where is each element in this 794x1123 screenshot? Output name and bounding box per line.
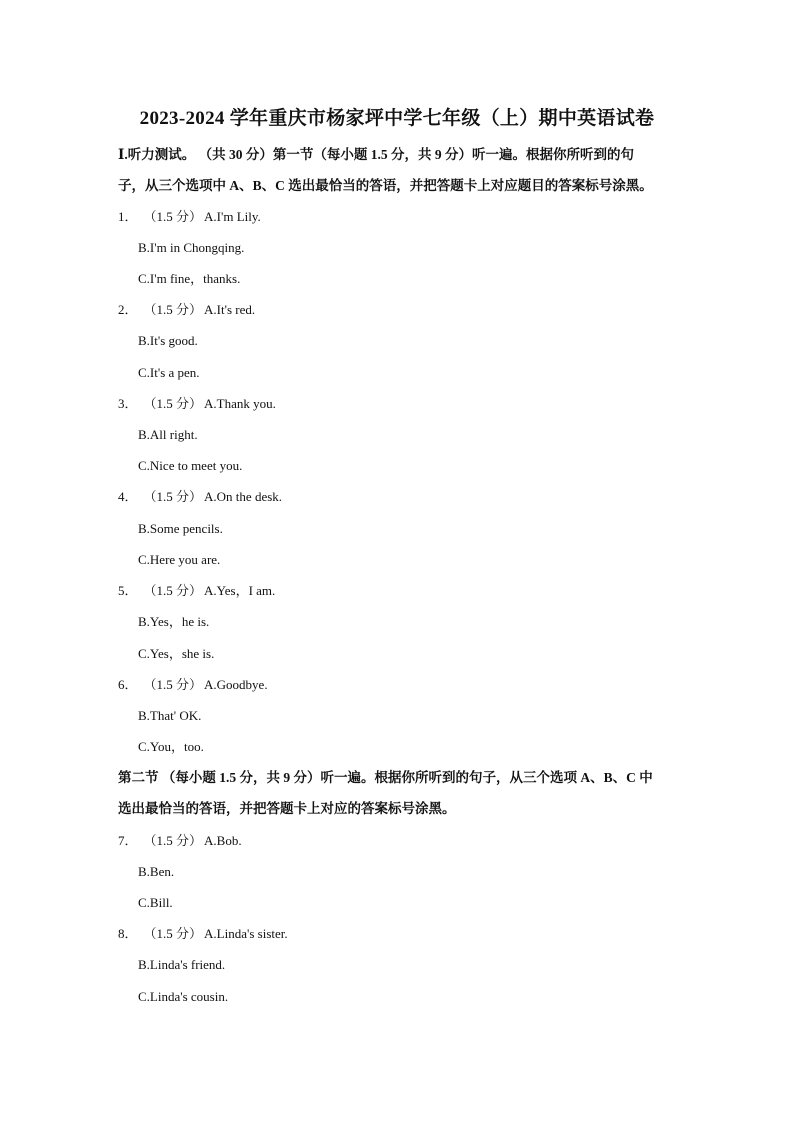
question-score: （1.5 分） [143, 833, 203, 848]
question-score: （1.5 分） [143, 209, 203, 224]
option-a: A.Linda's sister. [204, 926, 288, 941]
question-score: （1.5 分） [143, 583, 203, 598]
question-3-option-c: C.Nice to meet you. [138, 458, 243, 473]
section1-instruction-line1: Ⅰ.听力测试。 （共 30 分）第一节（每小题 1.5 分，共 9 分）听一遍。根据你所听到的句 [118, 147, 634, 162]
question-score: （1.5 分） [143, 677, 203, 692]
question-4-option-b: B.Some pencils. [138, 521, 223, 536]
question-7-option-c: C.Bill. [138, 895, 173, 910]
question-number: 4． [118, 489, 138, 504]
question-number: 7． [118, 833, 138, 848]
question-7 [118, 832, 242, 850]
option-a: A.Goodbye. [204, 677, 268, 692]
question-score: （1.5 分） [143, 489, 203, 504]
section2-instruction-line2: 选出最恰当的答语，并把答题卡上对应的答案标号涂黑。 [118, 801, 456, 816]
option-a: A.I'm Lily. [204, 209, 261, 224]
question-4 [118, 488, 282, 506]
question-6 [118, 676, 268, 694]
option-a: A.Yes，I am. [204, 583, 276, 598]
question-number: 6． [118, 677, 138, 692]
question-number: 8． [118, 926, 138, 941]
question-number: 1． [118, 209, 138, 224]
question-2-option-c: C.It's a pen. [138, 365, 200, 380]
question-7-option-b: B.Ben. [138, 864, 175, 879]
question-2 [118, 301, 255, 319]
question-number: 5． [118, 583, 138, 598]
question-1-option-b: B.I'm in Chongqing. [138, 240, 245, 255]
question-score: （1.5 分） [143, 396, 203, 411]
question-3 [118, 395, 276, 413]
question-8 [118, 925, 288, 943]
section2-instruction-line1: 第二节 （每小题 1.5 分，共 9 分）听一遍。根据你所听到的句子，从三个选项 A、B、C 中 [118, 770, 653, 785]
option-a: A.Bob. [204, 833, 242, 848]
question-8-option-c: C.Linda's cousin. [138, 989, 229, 1004]
option-a: A.It's red. [204, 302, 256, 317]
question-5-option-b: B.Yes，he is. [138, 614, 210, 629]
question-1-option-c: C.I'm fine，thanks. [138, 271, 241, 286]
question-6-option-c: C.You，too. [138, 739, 204, 754]
exam-title: 2023-2024 学年重庆市杨家坪中学七年级（上）期中英语试卷 [139, 108, 655, 129]
question-5 [118, 582, 275, 600]
question-4-option-c: C.Here you are. [138, 552, 221, 567]
question-score: （1.5 分） [143, 302, 203, 317]
option-a: A.On the desk. [204, 489, 283, 504]
section1-instruction-line2: 子，从三个选项中 A、B、C 选出最恰当的答语，并把答题卡上对应题目的答案标号涂黑。 [118, 178, 653, 193]
question-number: 2． [118, 302, 138, 317]
option-a: A.Thank you. [204, 396, 276, 411]
question-8-option-b: B.Linda's friend. [138, 957, 226, 972]
question-score: （1.5 分） [143, 926, 203, 941]
question-5-option-c: C.Yes，she is. [138, 646, 215, 661]
question-2-option-b: B.It's good. [138, 333, 198, 348]
question-1 [118, 208, 261, 226]
question-3-option-b: B.All right. [138, 427, 198, 442]
question-6-option-b: B.That' OK. [138, 708, 202, 723]
question-number: 3． [118, 396, 138, 411]
